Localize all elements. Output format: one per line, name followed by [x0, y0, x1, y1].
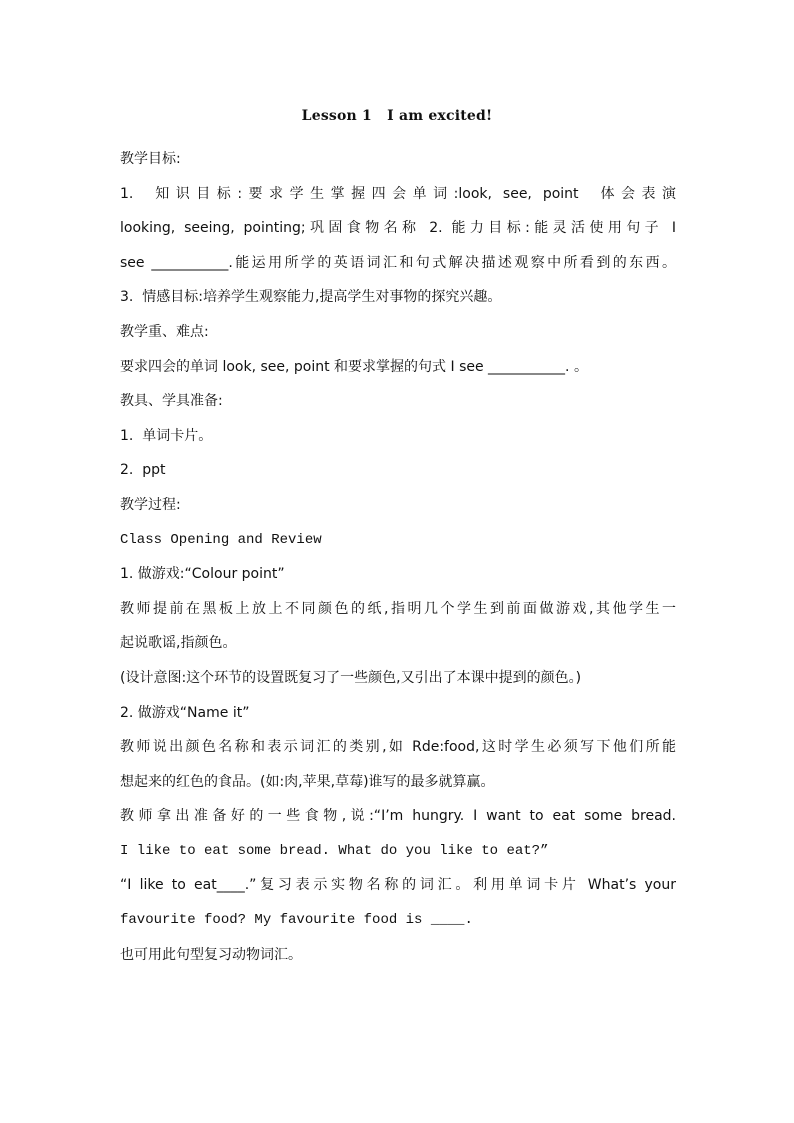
game-2-description: 教师说出颜色名称和表示词汇的类别,如 Rde:food,这时学生必须写下他们所能 [120, 739, 676, 756]
teacher-food-line: 教师拿出准备好的一些食物,说:“I’m hungry. I want to eat some bread. [120, 808, 676, 825]
ability-objective-line: looking, seeing, pointing;巩固食物名称 2. 能力目标:能灵活使用句子 I [120, 220, 676, 237]
knowledge-objective-line: 1. 知识目标:要求学生掌握四会单词:look, see, point 体会表演 [120, 185, 676, 202]
game-2-heading: 2. 做游戏“Name it” [120, 704, 250, 721]
lesson-body [120, 142, 676, 972]
game-2-description-continued: 想起来的红色的食品。(如:肉,苹果,草莓)谁写的最多就算赢。 [120, 773, 495, 790]
materials-heading: 教具、学具准备: [120, 393, 223, 410]
design-intent-line: (设计意图:这个环节的设置既复习了一些颜色,又引出了本课中提到的颜色。) [120, 669, 582, 686]
teacher-food-question: I like to eat some bread. What do you like to eat?” [120, 842, 549, 859]
materials-item-1: 1. 单词卡片。 [120, 427, 213, 444]
game-1-description-continued: 起说歌谣,指颜色。 [120, 635, 237, 652]
key-points-heading: 教学重、难点: [120, 323, 209, 340]
animal-vocab-line: 也可用此句型复习动物词汇。 [120, 946, 302, 963]
process-heading: 教学过程: [120, 496, 181, 513]
lesson-title: Lesson 1 I am excited! [301, 108, 493, 124]
game-1-description: 教师提前在黑板上放上不同颜色的纸,指明几个学生到前面做游戏,其他学生一 [120, 600, 676, 617]
like-to-eat-line: “I like to eat____.”复习表示实物名称的词汇。利用单词卡片 What’s your [120, 877, 676, 894]
ability-objective-continued: see ___________.能运用所学的英语词汇和句式解决描述观察中所看到的东西。 [120, 254, 676, 271]
game-1-heading: 1. 做游戏:“Colour point” [120, 566, 285, 583]
class-opening-heading: Class Opening and Review [120, 531, 322, 548]
materials-item-2: 2. ppt [120, 462, 166, 479]
favourite-food-line: favourite food? My favourite food is ____. [120, 912, 473, 929]
teaching-objectives-heading: 教学目标: [120, 151, 181, 167]
emotional-objective-line: 3. 情感目标:培养学生观察能力,提高学生对事物的探究兴趣。 [120, 289, 502, 306]
key-points-line: 要求四会的单词 look, see, point 和要求掌握的句式 I see ___________. 。 [120, 358, 588, 375]
